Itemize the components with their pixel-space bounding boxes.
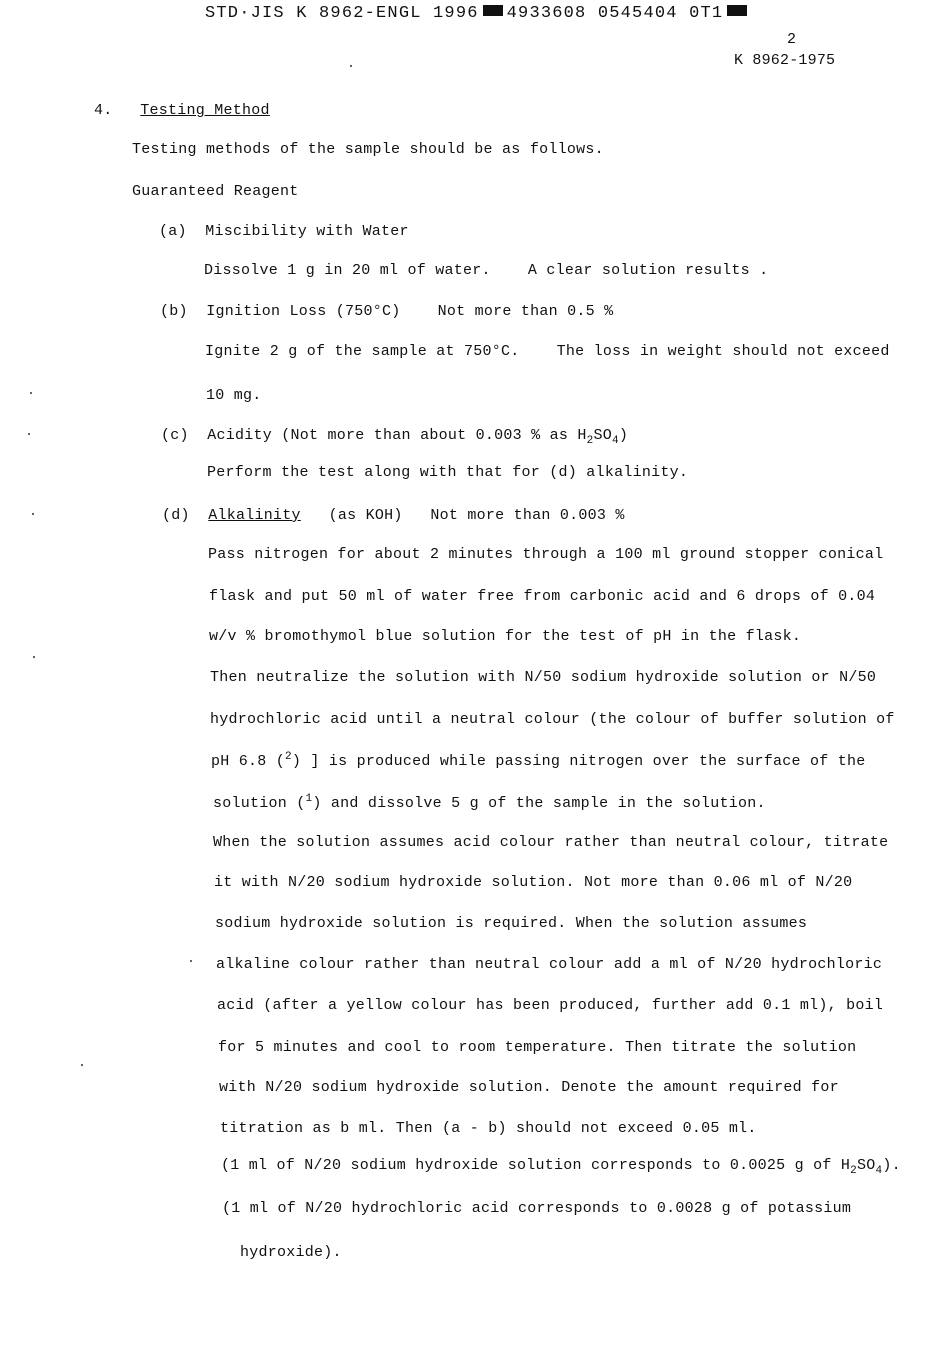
ph-line-pre: pH 6.8 (: [211, 753, 286, 770]
item-a-text1: Dissolve 1 g in 20 ml of water.: [204, 262, 491, 279]
item-b-line1b: The loss in weight should not exceed: [556, 343, 890, 360]
footnote-ref-2: 2: [285, 751, 292, 763]
page-number: 2: [787, 31, 797, 48]
item-b-limit: Not more than 0.5 %: [437, 303, 614, 320]
section-intro: Testing methods of the sample should be as follows.: [132, 141, 604, 158]
item-a-label: (a): [159, 223, 187, 240]
item-c-sub1: 2: [586, 435, 594, 447]
item-b-line1a: Ignite 2 g of the sample at 750°C.: [205, 343, 520, 360]
section-title: Testing Method: [140, 102, 270, 119]
scan-speck: [30, 392, 32, 394]
note-1-pre: (1 ml of N/20 sodium hydroxide solution corresponds to 0.0025 g of H: [221, 1157, 851, 1174]
scan-speck: [28, 433, 30, 435]
item-c-heading: [161, 427, 628, 447]
item-d-solution-line: [213, 793, 766, 812]
note-1-sub2: 4: [875, 1165, 883, 1177]
header-code-b: 4933608 0545404 0T1: [506, 4, 724, 23]
scan-speck: [33, 656, 35, 658]
item-a-text2: A clear solution results .: [527, 262, 769, 279]
item-c-close: ): [618, 427, 629, 444]
scan-speck: [350, 65, 352, 67]
item-d-heading: [162, 507, 625, 524]
item-d-line2: it with N/20 sodium hydroxide solution. Not more than 0.06 ml of N/20: [214, 874, 853, 891]
document-header-code: [205, 4, 751, 23]
solution-line-pre: solution (: [213, 795, 306, 812]
item-d-ph-line: [211, 751, 865, 770]
ph-line-post: ) ] is produced while passing nitrogen over the surface of the: [291, 753, 866, 770]
item-a-heading: [159, 223, 409, 240]
note-2: (1 ml of N/20 hydrochloric acid corresponds to 0.0028 g of potassium: [222, 1200, 852, 1217]
item-d-line2: titration as b ml. Then (a - b) should not exceed 0.05 ml.: [220, 1120, 757, 1137]
item-d-line: Pass nitrogen for about 2 minutes through a 100 ml ground stopper conical: [208, 546, 884, 563]
standard-reference: K 8962-1975: [734, 52, 836, 69]
item-d-line: w/v % bromothymol blue solution for the test of pH in the flask.: [209, 628, 802, 645]
scan-speck: [81, 1064, 83, 1066]
note-1-sub1: 2: [850, 1165, 857, 1177]
reagent-grade: Guaranteed Reagent: [132, 183, 299, 200]
item-d-line2: for 5 minutes and cool to room temperature. Then titrate the solution: [218, 1039, 857, 1056]
item-d-line2: with N/20 sodium hydroxide solution. Denote the amount required for: [219, 1079, 839, 1096]
item-d-line: flask and put 50 ml of water free from carbonic acid and 6 drops of 0.04: [209, 588, 876, 605]
solution-line-post: ) and dissolve 5 g of the sample in the solution.: [312, 795, 766, 812]
item-d-line2: alkaline colour rather than neutral colour add a ml of N/20 hydrochloric: [216, 956, 883, 973]
item-b-label: (b): [160, 303, 188, 320]
item-b-heading: [160, 303, 613, 320]
item-d-line: Then neutralize the solution with N/50 sodium hydroxide solution or N/50: [210, 669, 877, 686]
item-c-label: (c): [161, 427, 189, 444]
item-b-line1: [205, 343, 890, 360]
item-b-line2: 10 mg.: [206, 387, 262, 404]
header-code-a: STD·JIS K 8962-ENGL 1996: [205, 4, 479, 23]
header-black-block: [483, 5, 503, 16]
item-c-title: Acidity (Not more than about 0.003 % as H: [207, 427, 587, 444]
note-3: hydroxide).: [240, 1244, 342, 1261]
item-d-limit: Not more than 0.003 %: [430, 507, 625, 524]
item-d-basis: (as KOH): [328, 507, 403, 524]
section-heading: [94, 102, 270, 119]
header-black-block: [727, 5, 747, 16]
item-a-title: Miscibility with Water: [205, 223, 409, 240]
footnote-ref-1: 1: [305, 793, 313, 805]
item-b-title: Ignition Loss (750°C): [206, 303, 401, 320]
scan-speck: [190, 960, 192, 962]
item-a-text: [204, 262, 768, 279]
item-d-line: hydrochloric acid until a neutral colour (the colour of buffer solution of: [210, 711, 895, 728]
item-d-line2: acid (after a yellow colour has been produced, further add 0.1 ml), boil: [217, 997, 884, 1014]
item-d-label: (d): [162, 507, 190, 524]
item-c-sub2: 4: [611, 435, 619, 447]
section-number: 4.: [94, 102, 113, 119]
scan-speck: [32, 513, 34, 515]
item-c-mid: SO: [593, 427, 612, 444]
note-1-close: ).: [882, 1157, 901, 1174]
item-d-title: Alkalinity: [208, 507, 301, 524]
item-c-text: Perform the test along with that for (d) alkalinity.: [207, 464, 689, 481]
note-1-mid: SO: [856, 1157, 876, 1174]
note-1: [221, 1157, 901, 1177]
item-d-line2: When the solution assumes acid colour rather than neutral colour, titrate: [213, 834, 889, 851]
item-d-line2: sodium hydroxide solution is required. When the solution assumes: [215, 915, 808, 932]
